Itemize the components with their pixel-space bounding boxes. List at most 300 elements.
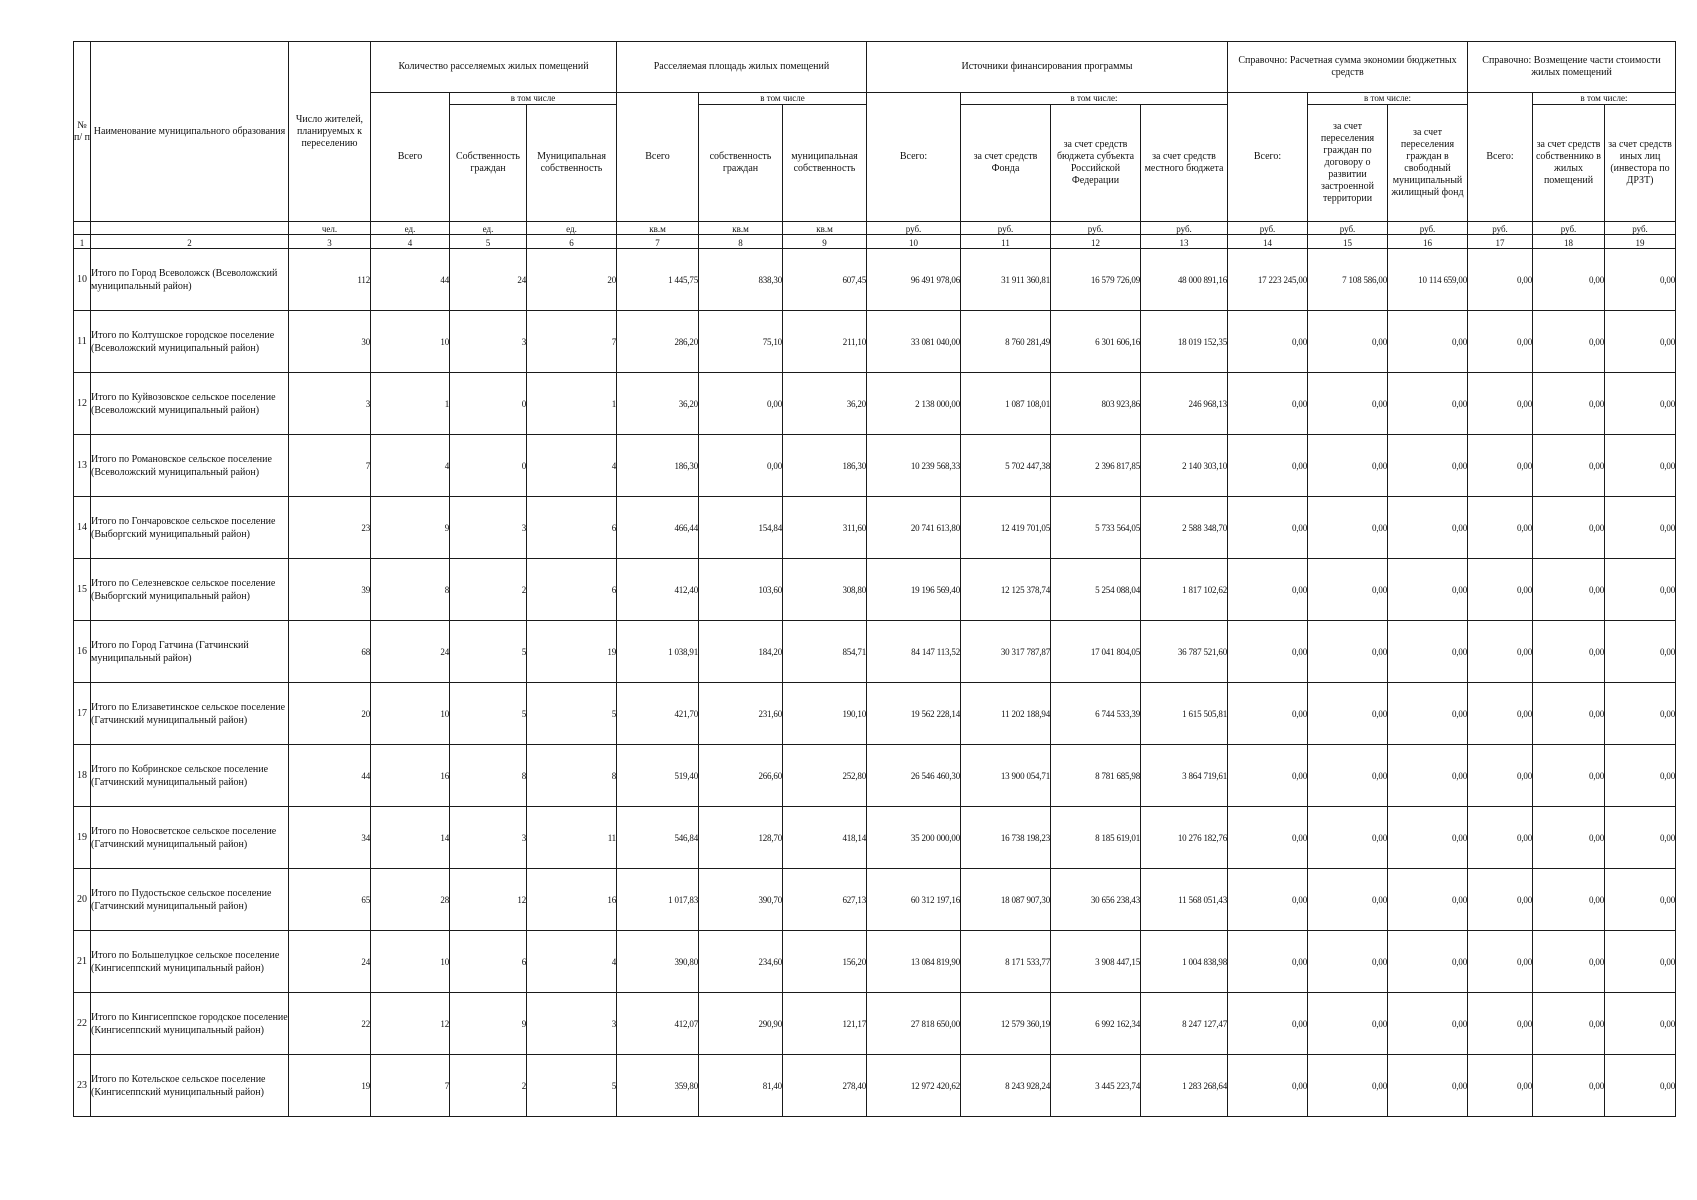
- value-cell: 190,10: [783, 683, 867, 745]
- unit-cell: кв.м: [617, 222, 699, 235]
- unit-cell: кв.м: [699, 222, 783, 235]
- value-cell: 44: [371, 249, 450, 311]
- header-comp2: за счет средств иных лиц (инвестора по ДРЗТ): [1605, 105, 1676, 222]
- unit-cell: руб.: [1141, 222, 1228, 235]
- value-cell: 0,00: [1228, 1055, 1308, 1117]
- value-cell: 8 247 127,47: [1141, 993, 1228, 1055]
- value-cell: 4: [527, 931, 617, 993]
- value-cell: 0,00: [1388, 311, 1468, 373]
- value-cell: 0,00: [1228, 373, 1308, 435]
- value-cell: 18 087 907,30: [961, 869, 1051, 931]
- value-cell: 5: [527, 683, 617, 745]
- value-cell: 0,00: [1228, 869, 1308, 931]
- value-cell: 0,00: [1388, 931, 1468, 993]
- value-cell: 0,00: [1308, 1055, 1388, 1117]
- header-fin-incl: в том числе:: [961, 93, 1228, 105]
- value-cell: 0,00: [1228, 745, 1308, 807]
- value-cell: 0,00: [1468, 249, 1533, 311]
- value-cell: 3 864 719,61: [1141, 745, 1228, 807]
- value-cell: 18 019 152,35: [1141, 311, 1228, 373]
- value-cell: 311,60: [783, 497, 867, 559]
- value-cell: 418,14: [783, 807, 867, 869]
- header-econ2: за счет переселения граждан в свободный муниципальный жилищный фонд: [1388, 105, 1468, 222]
- municipality-name: Итого по Кобринское сельское поселение (Гатчинский муниципальный район): [91, 745, 289, 807]
- value-cell: 466,44: [617, 497, 699, 559]
- value-cell: 0,00: [1388, 683, 1468, 745]
- value-cell: 22: [289, 993, 371, 1055]
- value-cell: 0,00: [1468, 869, 1533, 931]
- value-cell: 0,00: [1468, 993, 1533, 1055]
- column-number-cell: 19: [1605, 235, 1676, 249]
- municipality-name: Итого по Гончаровское сельское поселение (Выборгский муниципальный район): [91, 497, 289, 559]
- column-number-cell: 8: [699, 235, 783, 249]
- table-row: [74, 311, 1676, 373]
- municipality-name: Итого по Селезневское сельское поселение (Выборгский муниципальный район): [91, 559, 289, 621]
- value-cell: 0,00: [1388, 993, 1468, 1055]
- value-cell: 7: [289, 435, 371, 497]
- value-cell: 0,00: [1468, 621, 1533, 683]
- value-cell: 5: [450, 683, 527, 745]
- value-cell: 10 239 568,33: [867, 435, 961, 497]
- value-cell: 128,70: [699, 807, 783, 869]
- value-cell: 0,00: [1605, 497, 1676, 559]
- value-cell: 0,00: [1605, 745, 1676, 807]
- value-cell: 48 000 891,16: [1141, 249, 1228, 311]
- value-cell: 186,30: [617, 435, 699, 497]
- value-cell: 0,00: [1533, 559, 1605, 621]
- unit-cell: чел.: [289, 222, 371, 235]
- value-cell: 838,30: [699, 249, 783, 311]
- unit-cell: ед.: [450, 222, 527, 235]
- value-cell: 3: [450, 807, 527, 869]
- value-cell: 0,00: [1468, 1055, 1533, 1117]
- value-cell: 0,00: [1605, 435, 1676, 497]
- value-cell: 0,00: [1388, 435, 1468, 497]
- value-cell: 0,00: [1388, 869, 1468, 931]
- value-cell: 34: [289, 807, 371, 869]
- header-no: № п/ п: [74, 42, 91, 222]
- value-cell: 8 185 619,01: [1051, 807, 1141, 869]
- value-cell: 16 738 198,23: [961, 807, 1051, 869]
- value-cell: 0,00: [1228, 807, 1308, 869]
- table-row: [74, 745, 1676, 807]
- value-cell: 0,00: [1533, 931, 1605, 993]
- header-area-total: Всего: [617, 93, 699, 222]
- value-cell: 16: [527, 869, 617, 931]
- value-cell: 3: [527, 993, 617, 1055]
- header-count-total: Всего: [371, 93, 450, 222]
- header-area-incl: в том числе: [699, 93, 867, 105]
- value-cell: 390,70: [699, 869, 783, 931]
- value-cell: 24: [371, 621, 450, 683]
- value-cell: 2 138 000,00: [867, 373, 961, 435]
- value-cell: 23: [289, 497, 371, 559]
- value-cell: 13 084 819,90: [867, 931, 961, 993]
- value-cell: 0,00: [1533, 497, 1605, 559]
- value-cell: 211,10: [783, 311, 867, 373]
- value-cell: 0,00: [1468, 311, 1533, 373]
- value-cell: 6 301 606,16: [1051, 311, 1141, 373]
- header-fin-total: Всего:: [867, 93, 961, 222]
- value-cell: 0,00: [1533, 249, 1605, 311]
- value-cell: 121,17: [783, 993, 867, 1055]
- value-cell: 0,00: [1228, 559, 1308, 621]
- unit-cell: руб.: [1468, 222, 1533, 235]
- unit-cell: ед.: [371, 222, 450, 235]
- value-cell: 6: [527, 559, 617, 621]
- row-index: 22: [74, 993, 91, 1055]
- value-cell: 6 744 533,39: [1051, 683, 1141, 745]
- header-group-count: Количество расселяемых жилых помещений: [371, 42, 617, 93]
- value-cell: 154,84: [699, 497, 783, 559]
- row-index: 21: [74, 931, 91, 993]
- value-cell: 11 568 051,43: [1141, 869, 1228, 931]
- value-cell: 0,00: [1605, 869, 1676, 931]
- table-row: [74, 683, 1676, 745]
- value-cell: 17 223 245,00: [1228, 249, 1308, 311]
- value-cell: 12: [450, 869, 527, 931]
- header-municipal: Муниципальная собственность: [527, 105, 617, 222]
- value-cell: 1 038,91: [617, 621, 699, 683]
- value-cell: 266,60: [699, 745, 783, 807]
- municipality-name: Итого по Котельское сельское поселение (Кингисеппский муниципальный район): [91, 1055, 289, 1117]
- value-cell: 0,00: [1308, 497, 1388, 559]
- row-index: 23: [74, 1055, 91, 1117]
- value-cell: 1: [527, 373, 617, 435]
- value-cell: 8: [371, 559, 450, 621]
- column-number-cell: 15: [1308, 235, 1388, 249]
- value-cell: 9: [371, 497, 450, 559]
- value-cell: 3: [450, 311, 527, 373]
- value-cell: 6: [527, 497, 617, 559]
- value-cell: 0,00: [1308, 993, 1388, 1055]
- row-index: 15: [74, 559, 91, 621]
- value-cell: 607,45: [783, 249, 867, 311]
- value-cell: 252,80: [783, 745, 867, 807]
- row-index: 10: [74, 249, 91, 311]
- value-cell: 0,00: [1605, 249, 1676, 311]
- value-cell: 26 546 460,30: [867, 745, 961, 807]
- value-cell: 7: [527, 311, 617, 373]
- value-cell: 0,00: [1308, 311, 1388, 373]
- value-cell: 5 702 447,38: [961, 435, 1051, 497]
- column-number-cell: 14: [1228, 235, 1308, 249]
- row-index: 14: [74, 497, 91, 559]
- header-group-econ: Справочно: Расчетная сумма экономии бюджетных средств: [1228, 42, 1468, 93]
- value-cell: 35 200 000,00: [867, 807, 961, 869]
- table-row: [74, 993, 1676, 1055]
- header-group-area: Расселяемая площадь жилых помещений: [617, 42, 867, 93]
- value-cell: 12 125 378,74: [961, 559, 1051, 621]
- value-cell: 7 108 586,00: [1308, 249, 1388, 311]
- value-cell: 0,00: [1605, 1055, 1676, 1117]
- header-comp-incl: в том числе:: [1533, 93, 1676, 105]
- column-number-cell: 3: [289, 235, 371, 249]
- value-cell: 0,00: [1308, 683, 1388, 745]
- header-econ-total: Всего:: [1228, 93, 1308, 222]
- row-index: 11: [74, 311, 91, 373]
- table-row: [74, 373, 1676, 435]
- unit-cell: руб.: [867, 222, 961, 235]
- table-row: [74, 497, 1676, 559]
- value-cell: 30: [289, 311, 371, 373]
- value-cell: 421,70: [617, 683, 699, 745]
- column-numbers-row: [74, 235, 1676, 249]
- header-own-citizens: Собственность граждан: [450, 105, 527, 222]
- value-cell: 0,00: [699, 373, 783, 435]
- column-number-cell: 16: [1388, 235, 1468, 249]
- value-cell: 8 171 533,77: [961, 931, 1051, 993]
- value-cell: 84 147 113,52: [867, 621, 961, 683]
- value-cell: 1 004 838,98: [1141, 931, 1228, 993]
- unit-cell: руб.: [1228, 222, 1308, 235]
- value-cell: 36,20: [617, 373, 699, 435]
- value-cell: 10 114 659,00: [1388, 249, 1468, 311]
- value-cell: 0,00: [1605, 931, 1676, 993]
- header-fund: за счет средств Фонда: [961, 105, 1051, 222]
- table-row: [74, 807, 1676, 869]
- value-cell: 13 900 054,71: [961, 745, 1051, 807]
- value-cell: 0,00: [1388, 497, 1468, 559]
- value-cell: 0,00: [1605, 993, 1676, 1055]
- value-cell: 0,00: [1605, 373, 1676, 435]
- value-cell: 12: [371, 993, 450, 1055]
- column-number-cell: 5: [450, 235, 527, 249]
- value-cell: 0,00: [1605, 683, 1676, 745]
- value-cell: 0,00: [1308, 435, 1388, 497]
- value-cell: 0,00: [1228, 931, 1308, 993]
- unit-cell: [91, 222, 289, 235]
- value-cell: 81,40: [699, 1055, 783, 1117]
- value-cell: 156,20: [783, 931, 867, 993]
- table-row: [74, 931, 1676, 993]
- table-row: [74, 249, 1676, 311]
- value-cell: 0,00: [1228, 435, 1308, 497]
- value-cell: 7: [371, 1055, 450, 1117]
- value-cell: 16: [371, 745, 450, 807]
- value-cell: 60 312 197,16: [867, 869, 961, 931]
- value-cell: 0,00: [1308, 621, 1388, 683]
- unit-cell: руб.: [1605, 222, 1676, 235]
- value-cell: 103,60: [699, 559, 783, 621]
- municipality-name: Итого по Елизаветинское сельское поселение (Гатчинский муниципальный район): [91, 683, 289, 745]
- value-cell: 20 741 613,80: [867, 497, 961, 559]
- value-cell: 0,00: [1228, 497, 1308, 559]
- municipality-name: Итого по Большелуцкое сельское поселение (Кингисеппский муниципальный район): [91, 931, 289, 993]
- column-number-cell: 12: [1051, 235, 1141, 249]
- column-number-cell: 13: [1141, 235, 1228, 249]
- unit-cell: руб.: [1051, 222, 1141, 235]
- value-cell: 412,07: [617, 993, 699, 1055]
- value-cell: 8 781 685,98: [1051, 745, 1141, 807]
- municipality-name: Итого по Колтушское городское поселение (Всеволожский муниципальный район): [91, 311, 289, 373]
- municipality-name: Итого по Город Гатчина (Гатчинский муниципальный район): [91, 621, 289, 683]
- table-row: [74, 621, 1676, 683]
- value-cell: 0: [450, 435, 527, 497]
- header-comp-total: Всего:: [1468, 93, 1533, 222]
- value-cell: 3: [289, 373, 371, 435]
- value-cell: 44: [289, 745, 371, 807]
- header-subject: за счет средств бюджета субъекта Российской Федерации: [1051, 105, 1141, 222]
- column-number-cell: 11: [961, 235, 1051, 249]
- unit-cell: [74, 222, 91, 235]
- value-cell: 0,00: [1533, 435, 1605, 497]
- value-cell: 546,84: [617, 807, 699, 869]
- value-cell: 390,80: [617, 931, 699, 993]
- value-cell: 2 140 303,10: [1141, 435, 1228, 497]
- value-cell: 6 992 162,34: [1051, 993, 1141, 1055]
- value-cell: 0,00: [1533, 807, 1605, 869]
- value-cell: 14: [371, 807, 450, 869]
- value-cell: 308,80: [783, 559, 867, 621]
- value-cell: 0,00: [1388, 807, 1468, 869]
- relocation-table: [73, 41, 1676, 1117]
- header-local: за счет средств местного бюджета: [1141, 105, 1228, 222]
- value-cell: 246 968,13: [1141, 373, 1228, 435]
- value-cell: 1 087 108,01: [961, 373, 1051, 435]
- value-cell: 96 491 978,06: [867, 249, 961, 311]
- municipality-name: Итого по Новосветское сельское поселение (Гатчинский муниципальный район): [91, 807, 289, 869]
- value-cell: 186,30: [783, 435, 867, 497]
- value-cell: 0,00: [1308, 869, 1388, 931]
- value-cell: 65: [289, 869, 371, 931]
- value-cell: 12 419 701,05: [961, 497, 1051, 559]
- value-cell: 0,00: [1605, 807, 1676, 869]
- municipality-name: Итого по Куйвозовское сельское поселение (Всеволожский муниципальный район): [91, 373, 289, 435]
- value-cell: 11 202 188,94: [961, 683, 1051, 745]
- value-cell: 0,00: [1228, 621, 1308, 683]
- municipality-name: Итого по Романовское сельское поселение (Всеволожский муниципальный район): [91, 435, 289, 497]
- row-index: 19: [74, 807, 91, 869]
- value-cell: 24: [450, 249, 527, 311]
- column-number-cell: 7: [617, 235, 699, 249]
- value-cell: 0,00: [1468, 683, 1533, 745]
- value-cell: 12 972 420,62: [867, 1055, 961, 1117]
- row-index: 17: [74, 683, 91, 745]
- document-sheet: [73, 41, 1676, 1117]
- value-cell: 1: [371, 373, 450, 435]
- value-cell: 5: [450, 621, 527, 683]
- municipality-name: Итого по Город Всеволожск (Всеволожский муниципальный район): [91, 249, 289, 311]
- value-cell: 8: [527, 745, 617, 807]
- table-row: [74, 869, 1676, 931]
- column-number-cell: 6: [527, 235, 617, 249]
- value-cell: 3 445 223,74: [1051, 1055, 1141, 1117]
- row-index: 20: [74, 869, 91, 931]
- value-cell: 10: [371, 683, 450, 745]
- value-cell: 0,00: [1308, 931, 1388, 993]
- unit-cell: руб.: [1533, 222, 1605, 235]
- value-cell: 0,00: [1308, 745, 1388, 807]
- units-row: [74, 222, 1676, 235]
- value-cell: 0,00: [1308, 373, 1388, 435]
- value-cell: 0,00: [1533, 1055, 1605, 1117]
- value-cell: 2: [450, 1055, 527, 1117]
- header-econ1: за счет переселения граждан по договору о развитии застроенной территории: [1308, 105, 1388, 222]
- value-cell: 1 017,83: [617, 869, 699, 931]
- header-name: Наименование муниципального образования: [91, 42, 289, 222]
- table-row: [74, 1055, 1676, 1117]
- value-cell: 8: [450, 745, 527, 807]
- header-group-comp: Справочно: Возмещение части стоимости жилых помещений: [1468, 42, 1676, 93]
- value-cell: 0,00: [1388, 1055, 1468, 1117]
- unit-cell: ед.: [527, 222, 617, 235]
- value-cell: 11: [527, 807, 617, 869]
- value-cell: 234,60: [699, 931, 783, 993]
- value-cell: 231,60: [699, 683, 783, 745]
- value-cell: 20: [527, 249, 617, 311]
- header-area-own-citizens: собственность граждан: [699, 105, 783, 222]
- column-number-cell: 17: [1468, 235, 1533, 249]
- header-residents: Число жителей, планируемых к переселению: [289, 42, 371, 222]
- value-cell: 0,00: [1468, 373, 1533, 435]
- value-cell: 112: [289, 249, 371, 311]
- value-cell: 0,00: [1468, 497, 1533, 559]
- column-number-cell: 2: [91, 235, 289, 249]
- header-count-incl: в том числе: [450, 93, 617, 105]
- value-cell: 19: [289, 1055, 371, 1117]
- value-cell: 627,13: [783, 869, 867, 931]
- value-cell: 16 579 726,09: [1051, 249, 1141, 311]
- value-cell: 0,00: [1533, 683, 1605, 745]
- unit-cell: руб.: [1388, 222, 1468, 235]
- value-cell: 3: [450, 497, 527, 559]
- value-cell: 412,40: [617, 559, 699, 621]
- value-cell: 0,00: [1533, 311, 1605, 373]
- value-cell: 30 317 787,87: [961, 621, 1051, 683]
- value-cell: 0,00: [1388, 745, 1468, 807]
- municipality-name: Итого по Кингисеппское городское поселение (Кингисеппский муниципальный район): [91, 993, 289, 1055]
- value-cell: 0,00: [1388, 559, 1468, 621]
- value-cell: 6: [450, 931, 527, 993]
- value-cell: 0,00: [1533, 373, 1605, 435]
- value-cell: 9: [450, 993, 527, 1055]
- value-cell: 19 562 228,14: [867, 683, 961, 745]
- municipality-name: Итого по Пудостьское сельское поселение (Гатчинский муниципальный район): [91, 869, 289, 931]
- value-cell: 519,40: [617, 745, 699, 807]
- value-cell: 0,00: [1468, 745, 1533, 807]
- value-cell: 20: [289, 683, 371, 745]
- value-cell: 0,00: [1533, 621, 1605, 683]
- value-cell: 0,00: [1533, 869, 1605, 931]
- value-cell: 4: [371, 435, 450, 497]
- value-cell: 0,00: [1468, 807, 1533, 869]
- value-cell: 5 733 564,05: [1051, 497, 1141, 559]
- value-cell: 2 588 348,70: [1141, 497, 1228, 559]
- value-cell: 0,00: [1605, 621, 1676, 683]
- value-cell: 0,00: [1228, 311, 1308, 373]
- value-cell: 1 615 505,81: [1141, 683, 1228, 745]
- unit-cell: руб.: [1308, 222, 1388, 235]
- value-cell: 12 579 360,19: [961, 993, 1051, 1055]
- unit-cell: руб.: [961, 222, 1051, 235]
- value-cell: 10: [371, 931, 450, 993]
- value-cell: 1 817 102,62: [1141, 559, 1228, 621]
- column-number-cell: 18: [1533, 235, 1605, 249]
- value-cell: 290,90: [699, 993, 783, 1055]
- header-econ-incl: в том числе:: [1308, 93, 1468, 105]
- value-cell: 75,10: [699, 311, 783, 373]
- header-comp1: за счет средств собственнико в жилых помещений: [1533, 105, 1605, 222]
- unit-cell: кв.м: [783, 222, 867, 235]
- column-number-cell: 9: [783, 235, 867, 249]
- value-cell: 0,00: [1388, 373, 1468, 435]
- value-cell: 0,00: [1533, 745, 1605, 807]
- value-cell: 184,20: [699, 621, 783, 683]
- value-cell: 0: [450, 373, 527, 435]
- value-cell: 36,20: [783, 373, 867, 435]
- value-cell: 278,40: [783, 1055, 867, 1117]
